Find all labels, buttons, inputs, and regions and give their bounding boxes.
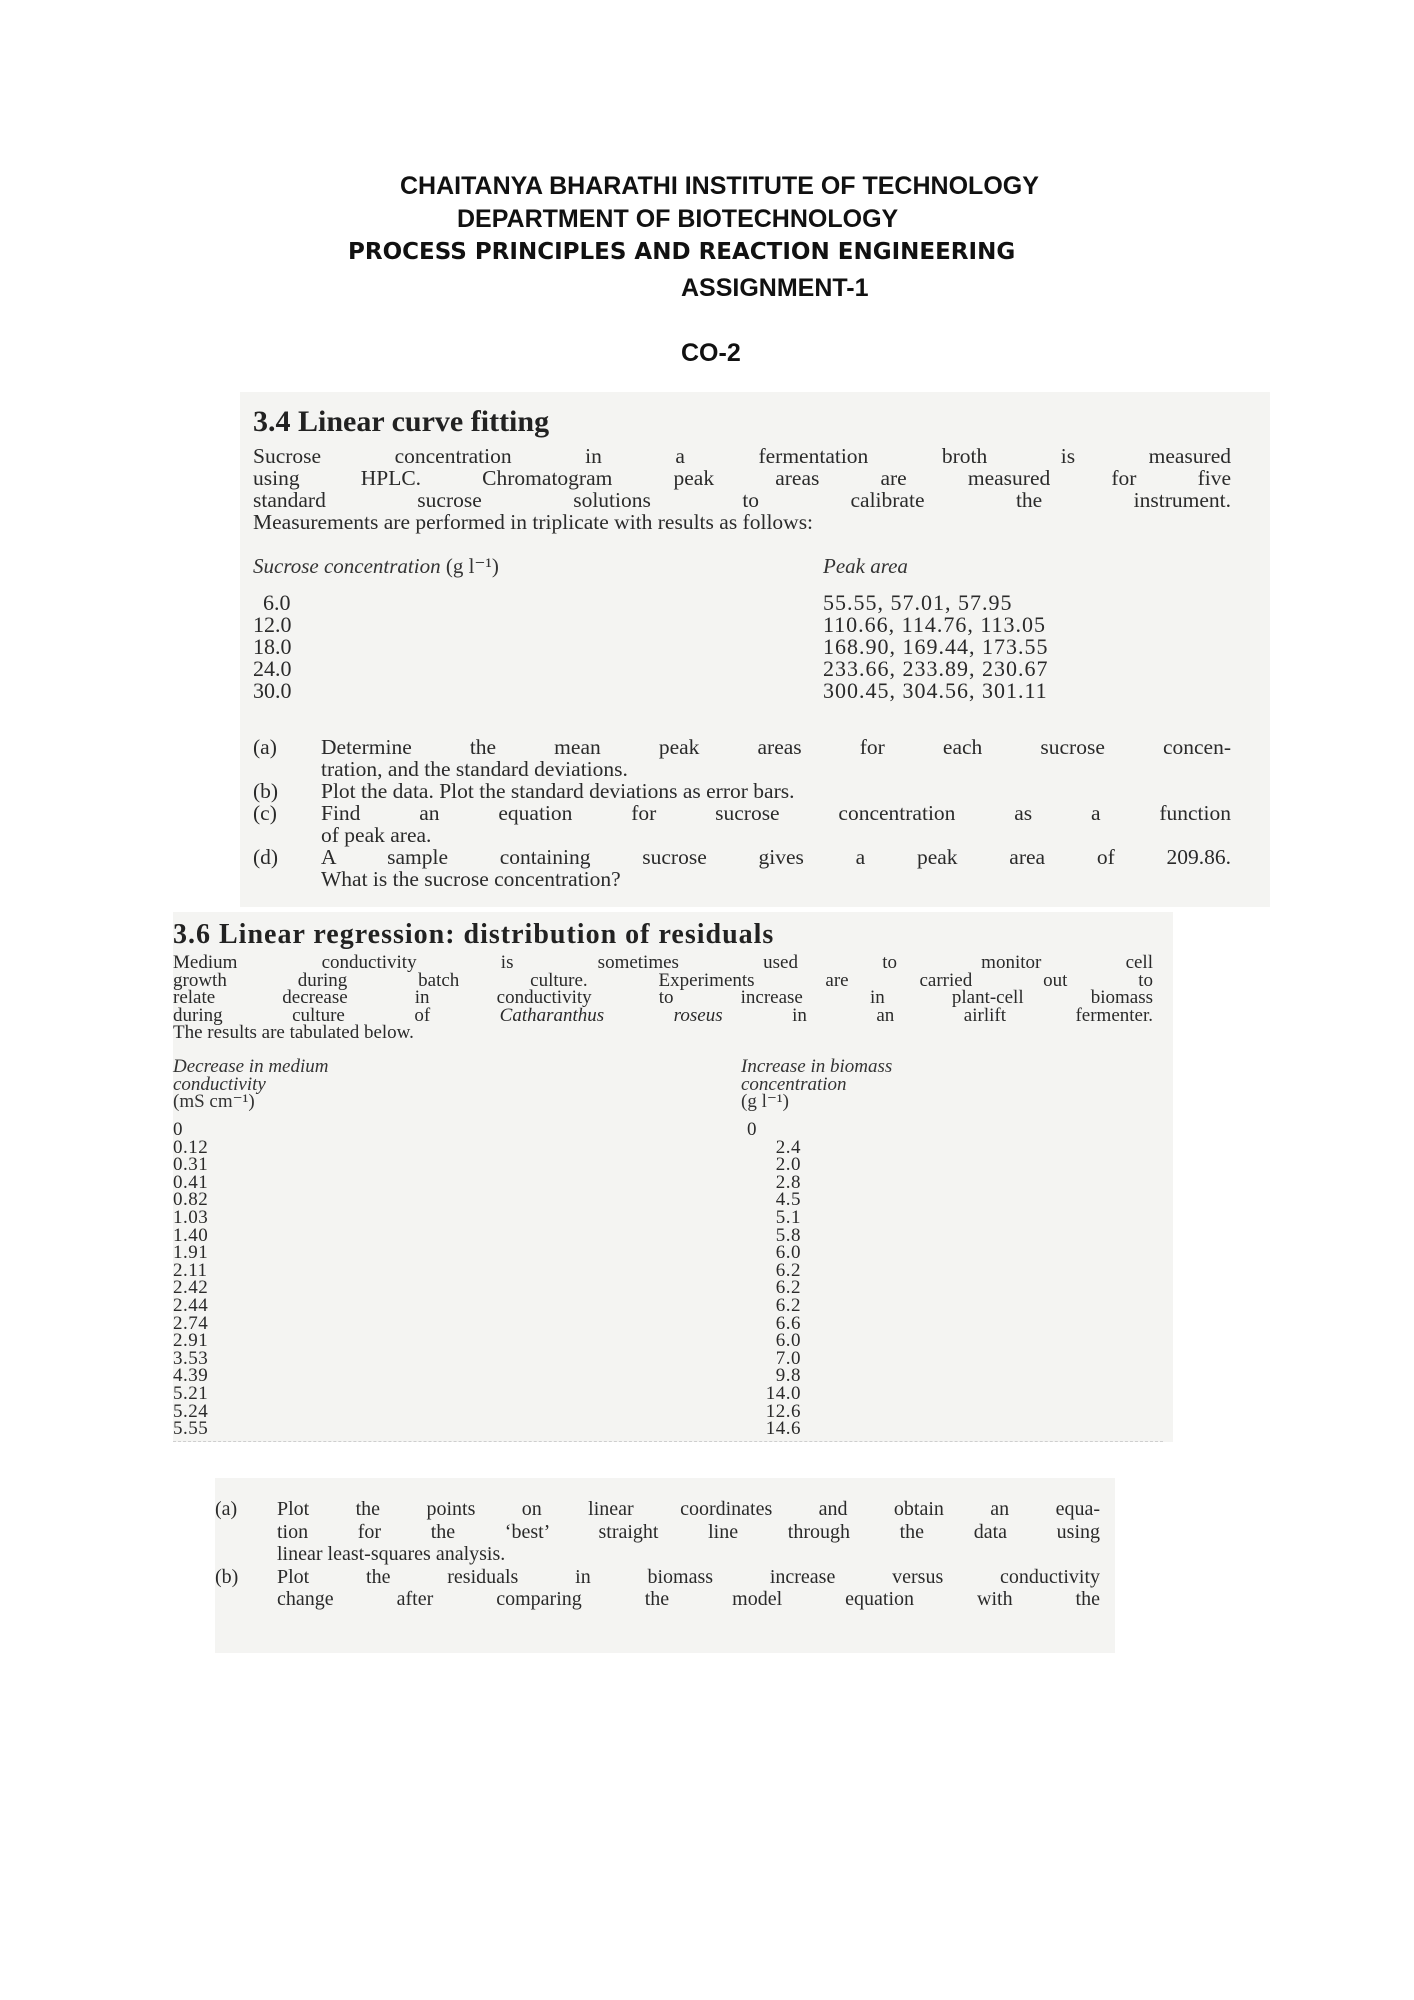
table-cell: 5.8: [775, 1224, 801, 1246]
question-line: Determine the mean peak areas for each sucrose concen-: [321, 735, 1231, 759]
intro-line: The results are tabulated below.: [173, 1022, 414, 1043]
question-label: (a): [215, 1498, 238, 1520]
table-cell: 110.66, 114.76, 113.05: [823, 612, 1047, 637]
question-label: (d): [253, 845, 279, 869]
header-line: (mS cm⁻¹): [173, 1091, 255, 1112]
question-item: [253, 802, 1231, 846]
question-item: [215, 1498, 1100, 1566]
table-cell: 2.8: [775, 1171, 801, 1193]
biomass-column: [741, 1121, 801, 1438]
table-bottom-rule: [173, 1441, 1163, 1442]
table-cell: 233.66, 233.89, 230.67: [823, 656, 1049, 681]
table-cell: 14.0: [765, 1382, 801, 1404]
table-cell: 18.0: [253, 634, 292, 659]
intro-line: using HPLC. Chromatogram peak areas are measured for five: [253, 466, 1231, 490]
intro-fragment: in an airlift fermenter.: [792, 1004, 1154, 1026]
table-cell: 7.0: [775, 1347, 801, 1369]
table-cell: 5.55: [173, 1418, 209, 1440]
table-cell: 300.45, 304.56, 301.11: [823, 678, 1048, 703]
question-label: (c): [253, 801, 277, 825]
question-line: Find an equation for sucrose concentration as a function: [321, 801, 1231, 825]
table-cell: 1.03: [173, 1206, 209, 1228]
table-cell: 6.2: [775, 1294, 801, 1316]
question-line: Plot the points on linear coordinates and obtain an equa-: [277, 1498, 1100, 1520]
question-line: What is the sucrose concentration?: [321, 867, 621, 891]
intro-line: growth during batch culture. Experiments are carried out to: [173, 969, 1153, 991]
intro-line: Sucrose concentration in a fermentation broth is measured: [253, 444, 1231, 468]
table-cell: 12.6: [765, 1400, 801, 1422]
table-cell: 5.1: [775, 1206, 801, 1228]
assignment-title: ASSIGNMENT-1: [681, 274, 869, 302]
table-cell: 6.0: [775, 1242, 801, 1264]
table-cell: 4.39: [173, 1365, 209, 1387]
question-line: Plot the residuals in biomass increase versus conductivity: [277, 1565, 1100, 1588]
table-cell: 2.0: [775, 1154, 801, 1176]
problem-3-4-questions: [253, 736, 1231, 890]
problem-3-6-intro: [173, 954, 1153, 1042]
species-name: Catharanthus roseus: [499, 1004, 723, 1026]
table-cell: 2.11: [173, 1259, 208, 1281]
question-line: linear least-squares analysis.: [277, 1543, 506, 1565]
table-cell: 5.21: [173, 1382, 209, 1404]
table-cell: 168.90, 169.44, 173.55: [823, 634, 1049, 659]
question-item: [253, 736, 1231, 780]
intro-line: standard sucrose solutions to calibrate the instrument.: [253, 488, 1231, 512]
table-cell: 1.91: [173, 1242, 209, 1264]
table-cell: 4.5: [775, 1189, 801, 1211]
table-cell: 1.40: [173, 1224, 209, 1246]
header-line: Increase in biomass: [741, 1056, 893, 1077]
intro-line: Measurements are performed in triplicate with results as follows:: [253, 510, 814, 534]
question-item: [215, 1566, 1100, 1611]
table-cell: 6.6: [775, 1312, 801, 1334]
table-cell: 2.91: [173, 1330, 209, 1352]
table-cell: 0.82: [173, 1189, 209, 1211]
table-cell: 6.0: [775, 1330, 801, 1352]
question-line: change after comparing the model equation with the: [277, 1588, 1100, 1610]
problem-3-4-intro: [253, 445, 1231, 533]
question-item: [253, 780, 1231, 802]
table-cell: 12.0: [253, 612, 292, 637]
header-line: conductivity: [173, 1073, 266, 1095]
concentration-label: Sucrose concentration: [253, 554, 441, 578]
course-title: PROCESS PRINCIPLES AND REACTION ENGINEERING: [348, 239, 1016, 265]
table-cell: 9.8: [775, 1365, 801, 1387]
table-cell: 3.53: [173, 1347, 209, 1369]
problem-3-6-questions: [215, 1498, 1100, 1611]
institute-name: CHAITANYA BHARATHI INSTITUTE OF TECHNOLOGY: [400, 172, 1039, 200]
peak-area-header: Peak area: [823, 554, 908, 578]
question-label: (b): [215, 1565, 239, 1588]
table-cell: 6.2: [775, 1277, 801, 1299]
question-label: (a): [253, 735, 277, 759]
question-line: of peak area.: [321, 823, 432, 847]
question-line: tion for the ‘best’ straight line through the data using: [277, 1520, 1100, 1543]
header-line: (g l⁻¹): [741, 1091, 789, 1112]
problem-3-6-title: 3.6 Linear regression: distribution of residuals: [173, 919, 775, 950]
table-cell: 0: [747, 1119, 757, 1140]
peak-area-column: [823, 592, 1049, 702]
intro-line: Medium conductivity is sometimes used to monitor cell: [173, 952, 1153, 973]
table-cell: 2.42: [173, 1277, 209, 1299]
question-item: [253, 846, 1231, 890]
biomass-header: [741, 1058, 892, 1111]
intro-fragment: during culture of: [173, 1004, 431, 1026]
concentration-unit: (g l⁻¹): [445, 554, 499, 578]
table-cell: 2.4: [775, 1136, 801, 1158]
table-cell: 14.6: [765, 1418, 801, 1440]
table-cell: 0.12: [173, 1136, 209, 1158]
table-cell: 24.0: [253, 656, 292, 681]
table-cell: 30.0: [253, 678, 292, 703]
question-label: (b): [253, 779, 279, 803]
department-name: DEPARTMENT OF BIOTECHNOLOGY: [457, 205, 899, 233]
question-line: Plot the data. Plot the standard deviations as error bars.: [321, 779, 795, 803]
conductivity-column: [173, 1121, 208, 1438]
problem-3-4-title: 3.4 Linear curve fitting: [253, 405, 550, 438]
course-outcome: CO-2: [681, 339, 741, 367]
question-line: A sample containing sucrose gives a peak area of 209.86.: [321, 845, 1231, 869]
table-cell: 5.24: [173, 1400, 209, 1422]
table-cell: 2.44: [173, 1294, 209, 1316]
concentration-column: [253, 592, 323, 702]
conductivity-header: [173, 1058, 328, 1111]
table-cell: 0: [173, 1119, 183, 1140]
sucrose-concentration-header: [253, 556, 499, 576]
intro-line: relate decrease in conductivity to increase in plant-cell biomass: [173, 987, 1153, 1008]
header-line: concentration: [741, 1073, 847, 1095]
table-cell: 6.0: [263, 590, 291, 615]
table-cell: 55.55, 57.01, 57.95: [823, 590, 1013, 615]
table-cell: 0.41: [173, 1171, 209, 1193]
question-line: tration, and the standard deviations.: [321, 757, 628, 781]
table-cell: 6.2: [775, 1259, 801, 1281]
table-cell: 2.74: [173, 1312, 209, 1334]
header-line: Decrease in medium: [173, 1056, 329, 1077]
table-cell: 0.31: [173, 1154, 209, 1176]
